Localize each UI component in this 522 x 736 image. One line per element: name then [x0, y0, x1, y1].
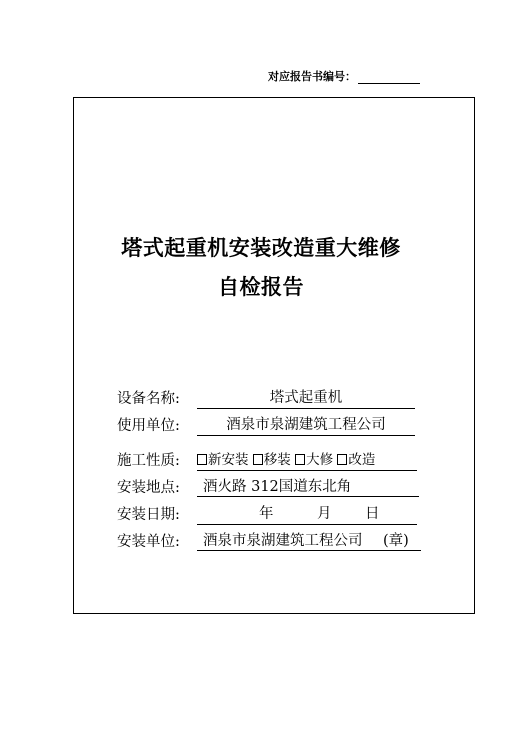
equipment-name-label: 设备名称: [117, 391, 180, 407]
install-date-label: 安装日期: [117, 507, 180, 523]
install-date-value[interactable] [197, 504, 417, 525]
report-number-blank[interactable] [358, 72, 420, 84]
equipment-name-row [117, 388, 343, 410]
construction-type-row [117, 450, 376, 472]
report-title-line2: 自检报告 [218, 274, 304, 299]
user-unit-row [117, 415, 386, 437]
report-title-line1: 塔式起重机安装改造重大维修 [121, 235, 401, 260]
option-modify[interactable]: 改造 [337, 452, 375, 468]
seal-mark: (章) [383, 533, 409, 549]
install-location-row [117, 477, 352, 499]
construction-type-options [197, 450, 417, 471]
user-unit-label: 使用单位: [117, 418, 180, 434]
date-year-label: 年 [259, 506, 274, 522]
install-unit-row [117, 531, 409, 553]
date-month-label: 月 [317, 506, 332, 522]
checkbox-overhaul[interactable] [295, 454, 305, 465]
equipment-name-value[interactable]: 塔式起重机 [197, 388, 415, 409]
option-new-install[interactable]: 新安装 [197, 452, 249, 468]
report-number [268, 68, 420, 84]
user-unit-value[interactable]: 酒泉市泉湖建筑工程公司 [197, 415, 415, 436]
install-location-value[interactable]: 酒火路 312国道东北角 [197, 477, 419, 497]
install-unit-value[interactable] [197, 531, 421, 551]
install-unit-name: 酒泉市泉湖建筑工程公司 [203, 533, 363, 549]
install-unit-label: 安装单位: [117, 534, 180, 550]
option-relocate[interactable]: 移装 [253, 452, 291, 468]
install-location-label: 安装地点: [117, 480, 180, 496]
install-date-row [117, 504, 380, 526]
checkbox-new-install[interactable] [197, 454, 207, 465]
option-overhaul[interactable]: 大修 [295, 452, 333, 468]
construction-type-label: 施工性质: [117, 453, 180, 469]
report-number-label: 对应报告书编号： [268, 70, 356, 83]
checkbox-modify[interactable] [337, 454, 347, 465]
date-day-label: 日 [365, 506, 380, 522]
checkbox-relocate[interactable] [253, 454, 263, 465]
